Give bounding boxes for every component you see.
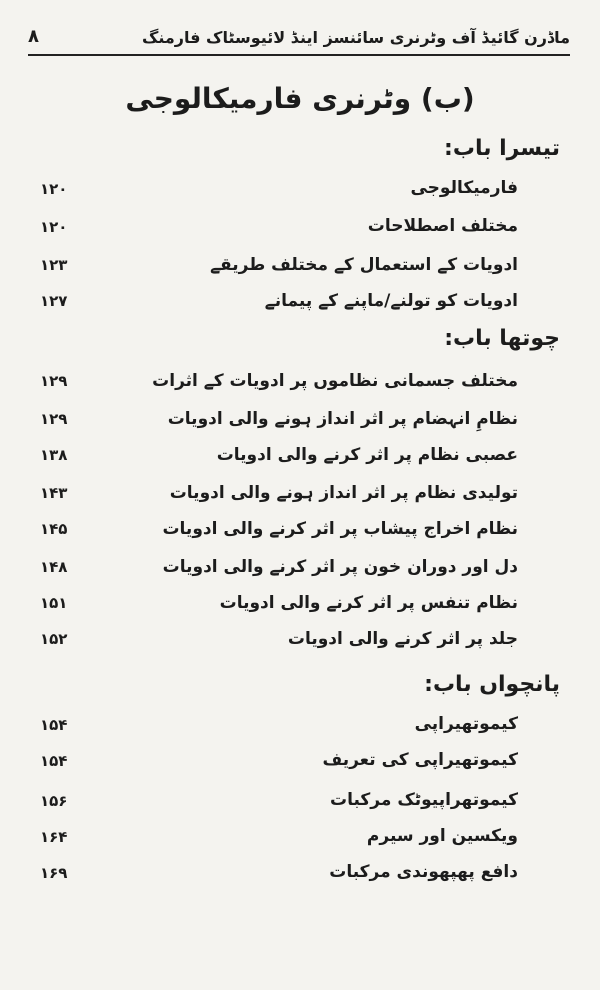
toc-entry[interactable] — [40, 556, 518, 586]
toc-entry-page: ۱۵۱ — [40, 594, 68, 612]
toc-entry[interactable] — [40, 714, 518, 744]
toc-entry-title: کیموتھیراپی کی تعریف — [322, 750, 518, 770]
toc-entry-title: عصبی نظام پر اثر کرنے والی ادویات — [216, 445, 518, 465]
toc-entry-page: ۱۲۷ — [40, 292, 68, 310]
toc-entry-page: ۱۵۲ — [40, 630, 68, 648]
toc-entry[interactable] — [40, 444, 518, 474]
toc-entry-page: ۱۵۴ — [40, 716, 68, 734]
chapter-heading: تیسرا باب: — [444, 136, 560, 161]
toc-entry-page: ۱۶۹ — [40, 864, 68, 882]
toc-entry-title: مختلف اصطلاحات — [367, 216, 518, 236]
toc-entry-page: ۱۴۸ — [40, 558, 68, 576]
toc-entry-title: مختلف جسمانی نظاموں پر ادویات کے اثرات — [152, 371, 518, 391]
toc-entry-page: ۱۲۳ — [40, 256, 68, 274]
toc-entry-page: ۱۲۰ — [40, 218, 68, 236]
toc-entry[interactable] — [40, 178, 518, 208]
toc-entry[interactable] — [40, 482, 518, 512]
toc-entry[interactable] — [40, 518, 518, 548]
toc-entry[interactable] — [40, 216, 518, 246]
toc-entry[interactable] — [40, 628, 518, 658]
toc-entry[interactable] — [40, 790, 518, 820]
toc-entry-title: ادویات کے استعمال کے مختلف طریقے — [210, 255, 518, 275]
toc-entry-title: کیموتھیراپی — [414, 714, 518, 734]
toc-entry[interactable] — [40, 592, 518, 622]
toc-entry-page: ۱۶۴ — [40, 828, 68, 846]
section-title: (ب) وٹرنری فارمیکالوجی — [125, 82, 475, 115]
toc-entry-page: ۱۲۹ — [40, 410, 68, 428]
toc-entry-title: ویکسین اور سیرم — [366, 826, 518, 846]
toc-entry-page: ۱۴۳ — [40, 484, 68, 502]
toc-entry[interactable] — [40, 408, 518, 438]
toc-entry[interactable] — [40, 290, 518, 320]
book-title: ماڈرن گائیڈ آف وٹرنری سائنسز اینڈ لائیوسٹاک فارمنگ — [141, 28, 570, 47]
toc-entry-title: نظامِ انہضام پر اثر انداز ہونے والی ادویات — [167, 409, 518, 429]
toc-entry-title: کیموتھراپیوٹک مرکبات — [330, 790, 518, 810]
toc-entry-page: ۱۴۵ — [40, 520, 68, 538]
running-header — [28, 14, 570, 56]
toc-entry-title: ادویات کو تولنے/ماپنے کے پیمانے — [264, 291, 518, 311]
toc-entry[interactable] — [40, 826, 518, 856]
toc-entry-page: ۱۳۸ — [40, 446, 68, 464]
toc-entry-page: ۱۲۰ — [40, 180, 68, 198]
toc-entry[interactable] — [40, 370, 518, 400]
toc-entry-title: دافع پھپھوندی مرکبات — [329, 862, 518, 882]
toc-entry-title: جلد پر اثر کرنے والی ادویات — [287, 629, 518, 649]
chapter-heading: چوتھا باب: — [444, 326, 560, 351]
toc-entry-title: فارمیکالوجی — [410, 178, 518, 198]
toc-entry[interactable] — [40, 750, 518, 780]
toc-entry-page: ۱۵۴ — [40, 752, 68, 770]
toc-entry-title: تولیدی نظام پر اثر انداز ہونے والی ادویات — [169, 483, 518, 503]
toc-entry-page: ۱۲۹ — [40, 372, 68, 390]
toc-entry[interactable] — [40, 254, 518, 284]
toc-entry-title: نظام تنفس پر اثر کرنے والی ادویات — [219, 593, 518, 613]
toc-entry[interactable] — [40, 862, 518, 892]
chapter-heading: پانچواں باب: — [424, 672, 560, 697]
page-number: ۸ — [28, 26, 39, 47]
toc-entry-title: نظام اخراج پیشاب پر اثر کرنے والی ادویات — [162, 519, 518, 539]
toc-entry-page: ۱۵۶ — [40, 792, 68, 810]
toc-entry-title: دل اور دوران خون پر اثر کرنے والی ادویات — [162, 557, 518, 577]
